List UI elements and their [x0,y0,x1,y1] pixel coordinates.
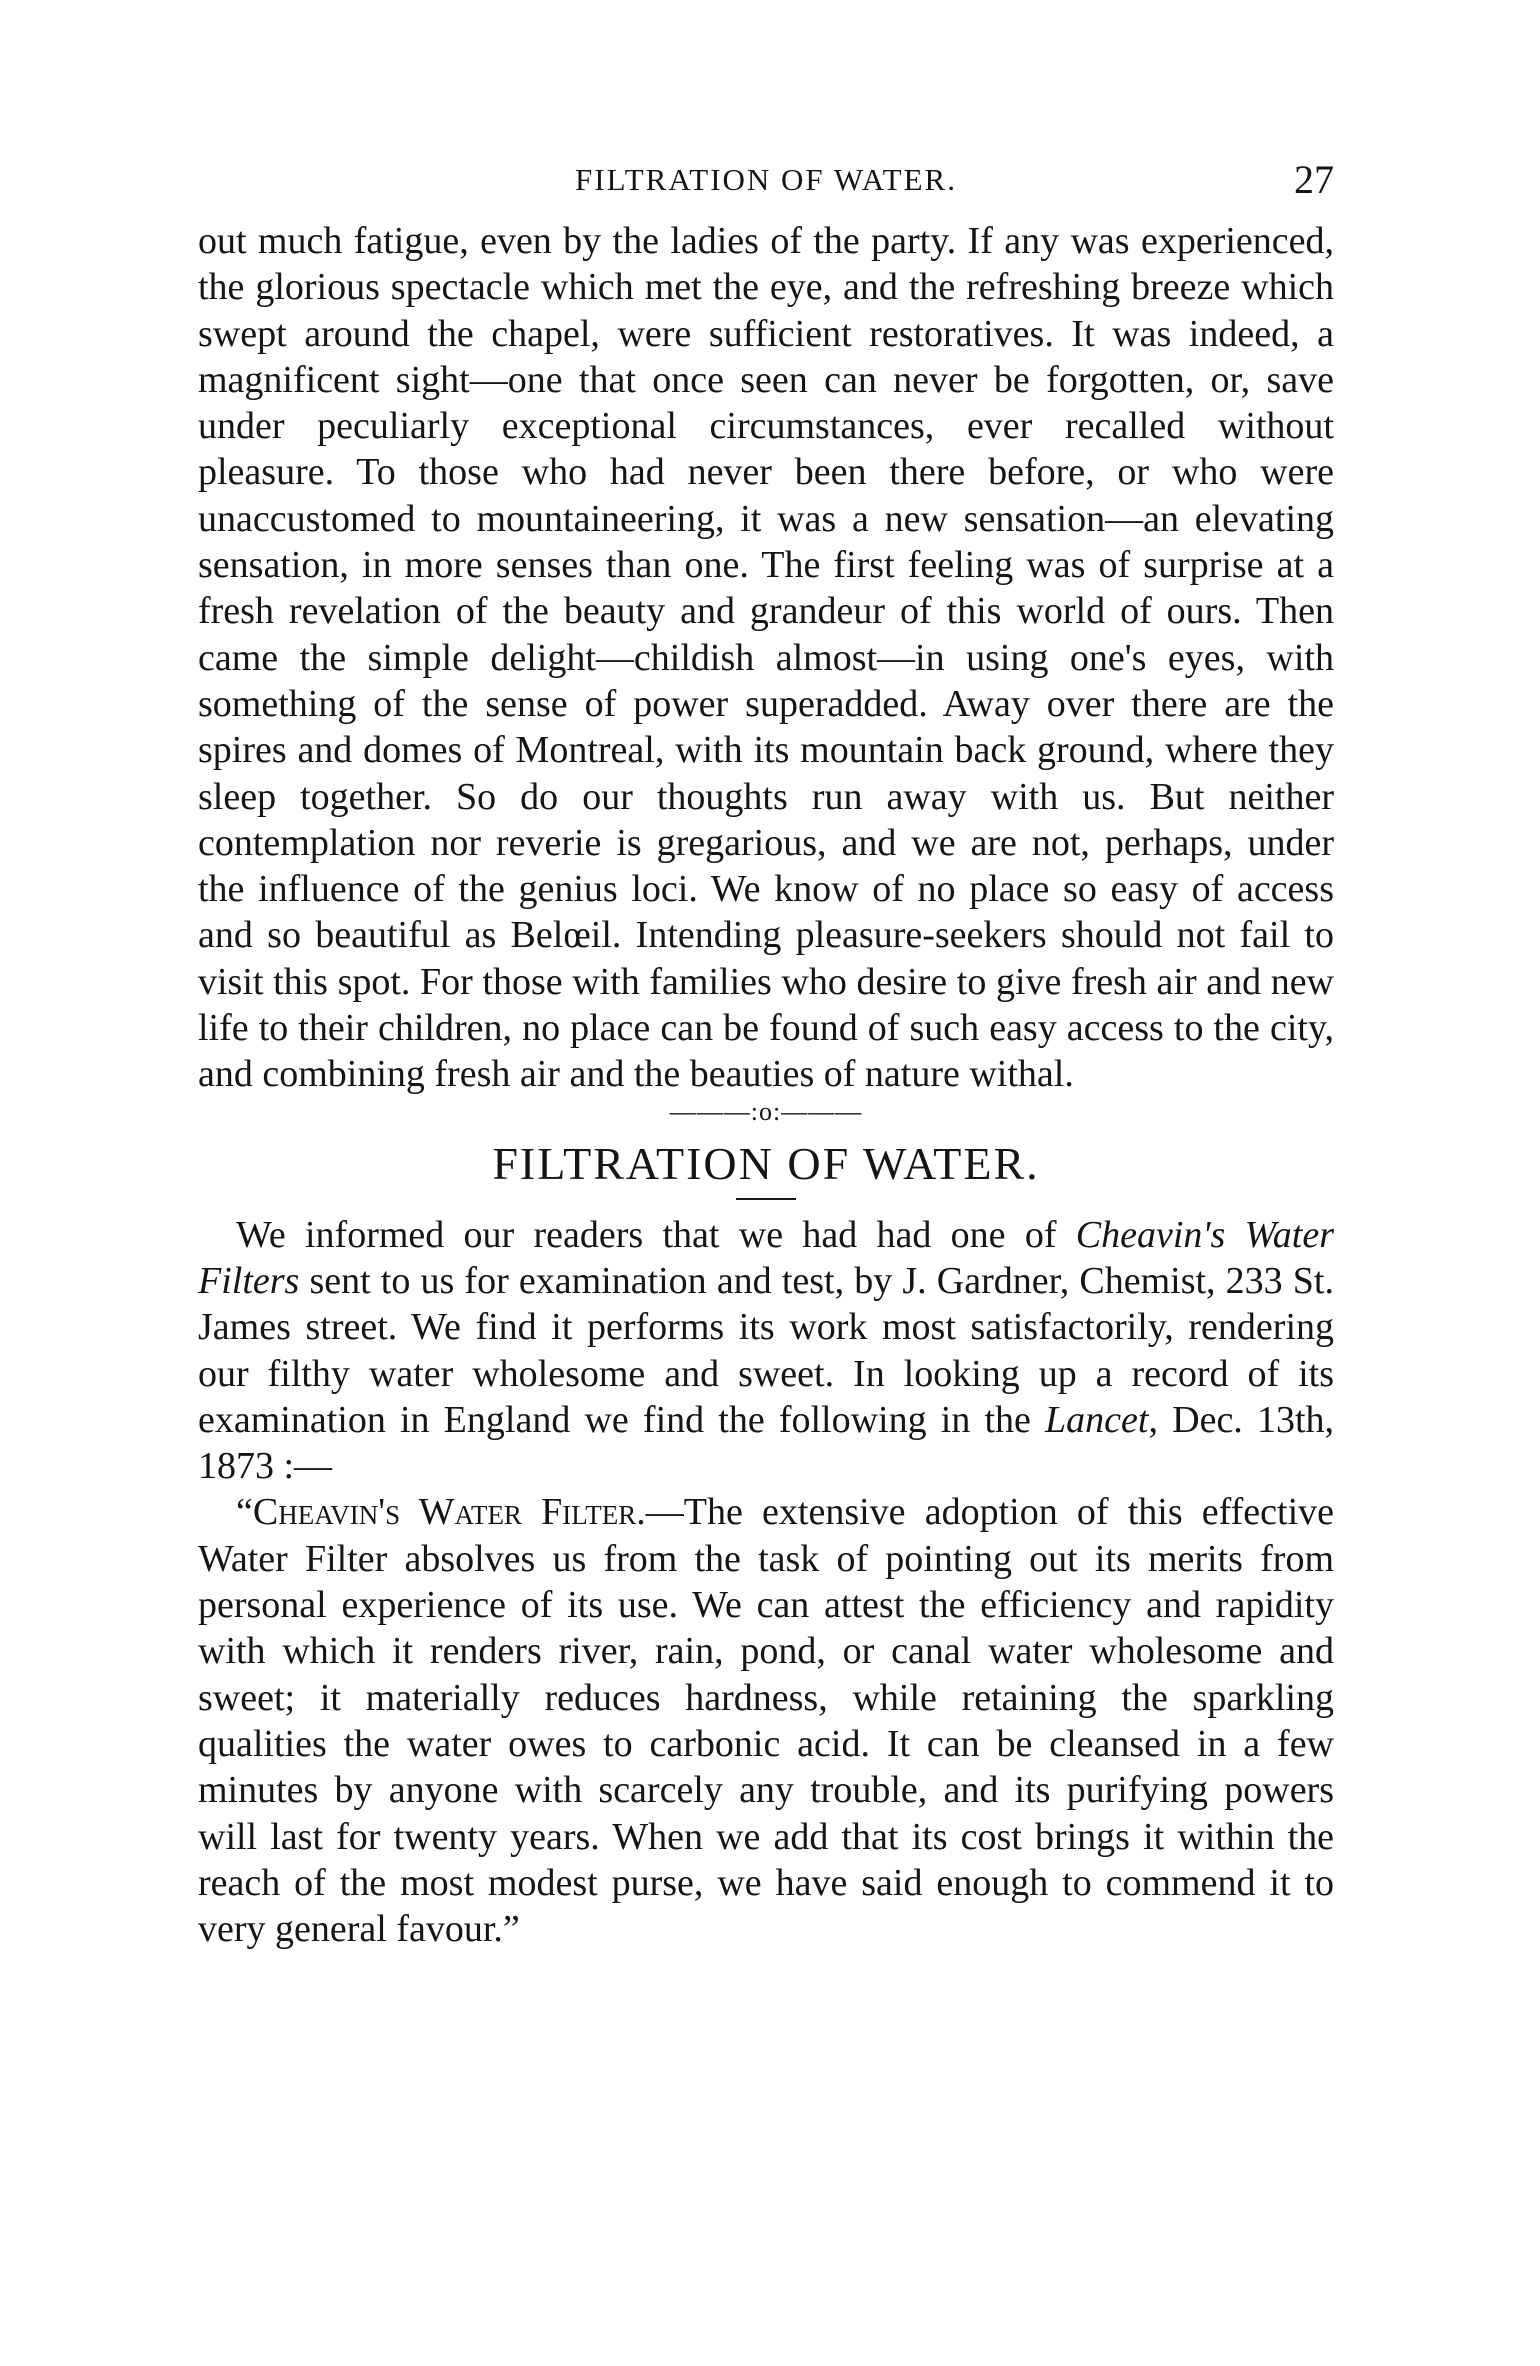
quotation-heading: Cheavin's Water Filter. [252,1491,646,1534]
section-divider: ———:o:——— [669,1096,863,1126]
paragraph-text-start: We informed our readers that we had had one of [236,1213,1076,1256]
article-title: FILTRATION OF WATER. [492,1137,1040,1189]
paragraph-text-middle: sent to us for examination and test, by J. Gardner, Chemist, 233 St. James street. We find it performs its work most satisfactorily, rendering our filthy water wholesome and sweet. In looking up a record of its examination in England we find the following in the [198,1259,1334,1441]
running-head [198,150,1334,210]
article-paragraph [198,1212,1334,1490]
running-title: FILTRATION OF WATER. [575,162,957,197]
source-name-italic: Lancet [1045,1398,1149,1441]
book-page [198,150,1334,1952]
quotation-text: —The extensive adoption of this effective Water Filter absolves us from the task of pointing out its merits from personal experience of its use. We can attest the efficiency and rapidity with which it renders river, rain, pond, or canal water wholesome and sweet; it materially reduces hardness, while retaining the sparkling qualities the water owes to carbonic acid. It can be cleansed in a few minutes by anyone with scarcely any trouble, and its purifying powers will last for twenty years. When we add that its cost brings it within the reach of the most modest purse, we have said enough to commend it to very general favour.” [198,1491,1334,1951]
page-number: 27 [1294,157,1334,202]
open-quote: “ [236,1491,253,1534]
continued-paragraph: out much fatigue, even by the ladies of the party. If any was experienced, the glorious spectacle which met the eye, and the refreshing breeze which swept around the chapel, were sufficient restoratives. It was indeed, a magnificent sight—one that once seen can never be forgotten, or, save under peculiarly exceptional circumstances, ever recalled without pleasure. To those who had never been there before, or who were unaccustomed to mountaineering, it was a new sensation—an elevating sensation, in more senses than one. The first feeling was of surprise at a fresh revelation of the beauty and grandeur of this world of ours. Then came the simple delight—childish almost—in using one's eyes, with something of the sense of power superadded. Away over there are the spires and domes of Montreal, with its mountain back ground, where they sleep together. So do our thoughts run away with us. But neither contemplation nor reverie is gregarious, and we are not, perhaps, under the influence of the genius loci. We know of no place so easy of access and so beautiful as Belœil. Intending pleasure-seekers should not fail to visit this spot. For those with families who desire to give fresh air and new life to their children, no place can be found of such easy access to the city, and combining fresh air and the beauties of nature withal. [198,220,1334,1096]
quotation-paragraph [198,1489,1334,1952]
title-rule [736,1198,796,1200]
product-name-italic: Cheavin's Water Filters [198,1213,1334,1302]
paragraph-text-end: , Dec. 13th, 1873 :— [198,1398,1335,1488]
